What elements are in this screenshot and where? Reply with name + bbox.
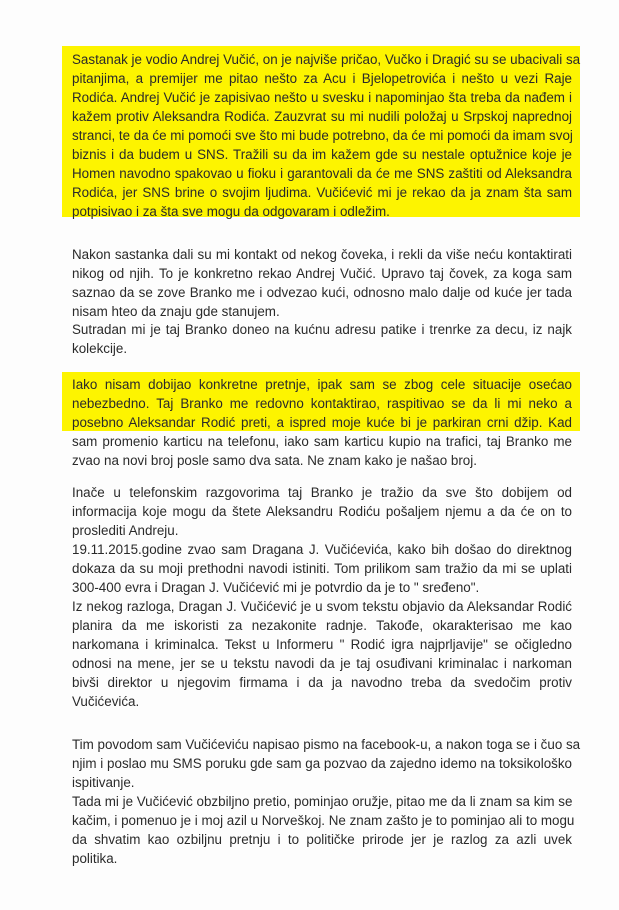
text-line: zvao na novi broj posle samo dva sata. Ne znam kako je našao broj. — [72, 453, 477, 468]
paragraph — [72, 320, 572, 358]
text-line: dokaza da su moji prethodni navodi istiniti. Tom prilikom sam tražio da mi se uplati — [72, 561, 572, 576]
text-line: kačim, i pomenuo je i moj azil u Norveškoj. Ne znam zašto je to pominjao ali to mogu — [72, 813, 575, 828]
text-line: Tada mi je Vučićević obzbiljno pretio, pominjao oružje, pitao me da li znam sa kim se — [72, 794, 573, 809]
text-line: Rodića, jer SNS brine o svojim ljudima. Vučićević mi je rekao da ja znam šta sam — [72, 185, 572, 200]
text-line: sam promenio karticu na telefonu, iako sam karticu kupio na trafici, taj Branko me — [72, 434, 572, 449]
text-line: Sutradan mi je taj Branko doneo na kućnu adresu patike i trenrke za decu, iz najk — [72, 322, 572, 337]
text-line: odnosi na mene, jer se u tekstu navodi da je taj osuđivani kriminalac i narkoman — [72, 656, 572, 671]
text-line: 300-400 evra i Dragan J. Vučićević mi je potvrdio da je to " sređeno". — [72, 580, 480, 595]
paragraph — [72, 597, 572, 711]
paragraph — [72, 50, 581, 221]
text-line: biznis i da budem u SNS. Tražili su da im kažem gde su nestale optužnice koje je — [72, 147, 572, 162]
text-line: proslediti Andreju. — [72, 523, 179, 538]
text-line: Iz nekog razloga, Dragan J. Vučićević je u svom tekstu objavio da Aleksandar Rodić — [72, 599, 572, 614]
paragraph — [72, 540, 572, 597]
text-line: stranci, te da će mi pomoći sve što mi bude potrebno, da će mi pomoći da imam svoj — [72, 128, 573, 143]
text-line: politika. — [72, 851, 118, 866]
text-line: ispitivanje. — [72, 775, 135, 790]
text-line: posebno Aleksandar Rodić preti, a ispred moje kuće bi je parkiran crni džip. Kad — [72, 415, 572, 430]
text-line: nebezbedno. Taj Branko me redovno kontaktirao, raspitivao se da li mi neko a — [72, 396, 572, 411]
text-line: kolekcije. — [72, 341, 128, 356]
text-line: Nakon sastanka dali su mi kontakt od nekog čoveka, i rekli da više neću kontaktirati — [72, 247, 572, 262]
text-line: saznao da se zove Branko me i odvezao kući, odnosno malo dalje od kuće jer tada — [72, 285, 572, 300]
text-line: informacija koje mogu da štete Aleksandru Rodiću pošaljem njemu a da će on to — [72, 504, 572, 519]
text-line: kažem protiv Aleksandra Rodića. Zauzvrat su mi nudili položaj u Srpskoj naprednoj — [72, 109, 572, 124]
text-line: nikog od njih. To je konkretno rekao Andrej Vučić. Upravo taj čovek, za koga sam — [72, 266, 572, 281]
text-line: narkomana i kriminalca. Tekst u Informeru " Rodić igra najprljavije" se očigledno — [72, 637, 572, 652]
text-line: potpisivao i za šta sve mogu da odgovaram i odležim. — [72, 204, 390, 219]
paragraph — [72, 483, 572, 540]
text-line: 19.11.2015.godine zvao sam Dragana J. Vučićevića, kako bih došao do direktnog — [72, 542, 572, 557]
text-line: nisam hteo da znaju gde stanujem. — [72, 304, 280, 319]
paragraph — [72, 375, 572, 470]
paragraph — [72, 245, 572, 321]
text-line: da shvatim kao ozbiljnu pretnju i to političke prirode jer je razlog za azli uvek — [72, 832, 572, 847]
paragraph — [72, 792, 575, 868]
paragraph — [72, 735, 581, 792]
text-line: Homen navodno spakovao u fioku i garantovali da će me SNS zaštiti od Aleksandra — [72, 166, 572, 181]
text-line: njim i poslao mu SMS poruku gde sam ga pozvao da zajedno idemo na toksikološko — [72, 756, 572, 771]
text-line: pitanjima, a premijer me pitao nešto za Acu i Bjelopetrovića i nešto u vezi Raje — [72, 71, 572, 86]
text-line: Vučićevića. — [72, 694, 140, 709]
text-line: Iako nisam dobijao konkretne pretnje, ipak sam se zbog cele situacije osećao — [72, 377, 572, 392]
text-line: Tim povodom sam Vučićeviću napisao pismo na facebook-u, a nakon toga se i čuo sa — [72, 737, 581, 752]
text-line: Sastanak je vodio Andrej Vučić, on je najviše pričao, Vučko i Dragić su se ubacivali sa — [72, 52, 581, 67]
text-line: planira da me iskoristi za nezakonite radnje. Takođe, okarakterisao me kao — [72, 618, 572, 633]
text-line: Rodića. Andrej Vučić je zapisivao nešto u svesku i napominjao šta treba da nađem i — [72, 90, 572, 105]
text-line: Inače u telefonskim razgovorima taj Branko je tražio da sve što dobijem od — [72, 485, 572, 500]
text-line: bivši direktor u njegovim firmama i da ja navodno treba da svedočim protiv — [72, 675, 572, 690]
